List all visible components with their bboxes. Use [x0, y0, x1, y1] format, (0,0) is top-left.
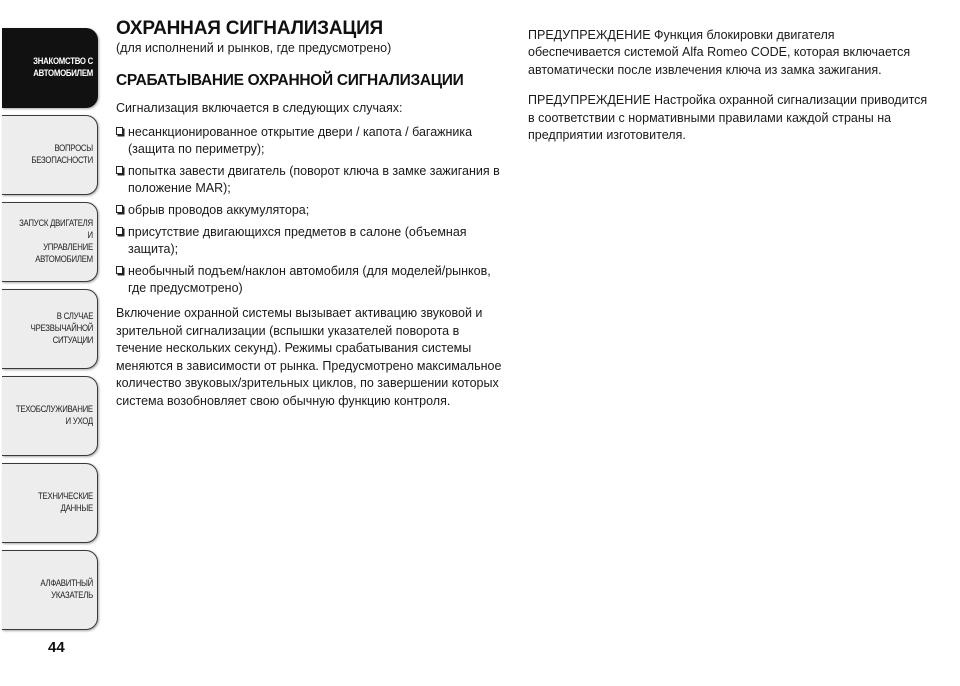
checkbox-bullet-icon — [116, 205, 123, 213]
page-subtitle: (для исполнений и рынков, где предусмотрено) — [116, 41, 392, 55]
checkbox-bullet-icon — [116, 227, 123, 235]
tab-index[interactable] — [2, 550, 98, 630]
page-number: 44 — [48, 639, 65, 656]
tab-getting-to-know[interactable] — [2, 28, 98, 108]
tab-emergency[interactable] — [2, 289, 98, 369]
tab-label: ТЕХОБСЛУЖИВАНИЕ И УХОД — [15, 404, 93, 427]
intro-text: Сигнализация включается в следующих случаях: — [116, 101, 403, 115]
tab-technical-data[interactable] — [2, 463, 98, 543]
checkbox-bullet-icon — [116, 266, 123, 274]
list-item — [116, 124, 502, 158]
right-column — [528, 27, 928, 157]
list-item — [116, 163, 502, 197]
tab-label: ЗАПУСК ДВИГАТЕЛЯ И УПРАВЛЕНИЕ АВТОМОБИЛЕМ — [19, 218, 93, 265]
section-title: СРАБАТЫВАНИЕ ОХРАННОЙ СИГНАЛИЗАЦИИ — [116, 72, 464, 89]
list-item-text: присутствие двигающихся предметов в салоне (объемная защита); — [128, 225, 467, 256]
warning-engine-immobilizer: ПРЕДУПРЕЖДЕНИЕ Функция блокировки двигателя обеспечивается системой Alfa Romeo CODE, которая включается автоматически после извлечения ключа из замка зажигания. — [528, 28, 911, 77]
list-item-text: обрыв проводов аккумулятора; — [128, 203, 310, 217]
tab-safety[interactable] — [2, 115, 98, 195]
list-item-text: попытка завести двигатель (поворот ключа в замке зажигания в положение MAR); — [128, 164, 500, 195]
trigger-list — [116, 124, 502, 297]
list-item — [116, 263, 502, 297]
list-item — [116, 202, 502, 219]
list-item-text: несанкционированное открытие двери / капота / багажника (защита по периметру); — [128, 125, 473, 156]
checkbox-bullet-icon — [116, 166, 123, 174]
list-item — [116, 224, 502, 258]
list-item-text: необычный подъем/наклон автомобиля (для моделей/рынков, где предусмотрено) — [128, 264, 491, 295]
tab-label: ЗНАКОМСТВО С АВТОМОБИЛЕМ — [32, 56, 93, 79]
tab-label: ВОПРОСЫ БЕЗОПАСНОСТИ — [31, 143, 93, 166]
page-title: ОХРАННАЯ СИГНАЛИЗАЦИЯ — [116, 18, 383, 39]
tab-label: АЛФАВИТНЫЙ УКАЗАТЕЛЬ — [40, 578, 93, 601]
checkbox-bullet-icon — [116, 127, 123, 135]
left-column — [116, 18, 502, 411]
warning-alarm-settings: ПРЕДУПРЕЖДЕНИЕ Настройка охранной сигнализации приводится в соответствии с нормативными правилами каждой страны на предприятии изготовителя. — [528, 93, 928, 143]
tab-maintenance[interactable] — [2, 376, 98, 456]
tab-label: ТЕХНИЧЕСКИЕ ДАННЫЕ — [37, 491, 93, 514]
body-paragraph: Включение охранной системы вызывает активацию звуковой и зрительной сигнализации (вспышки указателей поворота в течение нескольких секунд). Режимы срабатывания системы меняются в зависимости от рынка. Предусмотрено максимальное количество звуковых/зрительных циклов, по завершении которых система возобновляет свою обычную функцию контроля. — [116, 306, 502, 408]
tab-starting-driving[interactable] — [2, 202, 98, 282]
tab-label: В СЛУЧАЕ ЧРЕЗВЫЧАЙНОЙ СИТУАЦИИ — [30, 311, 93, 346]
